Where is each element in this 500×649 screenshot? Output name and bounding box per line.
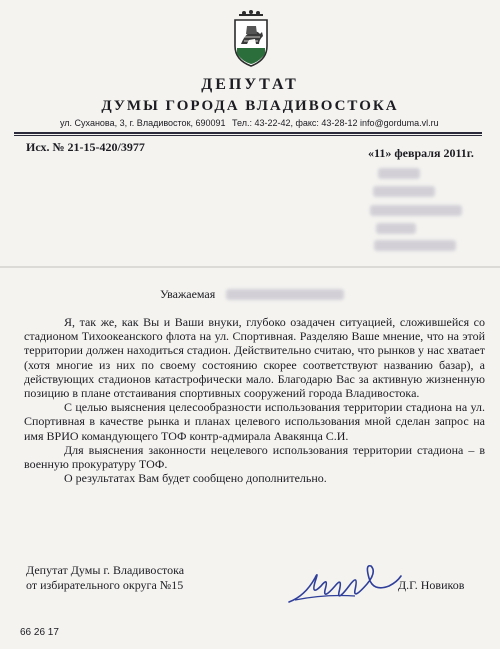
letterhead-rule-thin <box>14 135 482 136</box>
city-coat-of-arms-icon <box>229 10 273 68</box>
letterhead-rule <box>14 132 482 134</box>
redacted-recipient-name <box>226 289 344 300</box>
signatory-title: Депутат Думы г. Владивостока <box>26 563 185 577</box>
document-code: 66 26 17 <box>20 627 59 638</box>
body-paragraph: О результатах Вам будет сообщено дополнительно. <box>64 471 327 486</box>
handwritten-signature <box>285 556 405 608</box>
letterhead-contacts <box>60 118 460 128</box>
page-fold <box>0 266 500 268</box>
signatory-district: от избирательного округа №15 <box>26 578 184 592</box>
letter-body <box>24 315 485 485</box>
letter-date: «11» февраля 2011г. <box>368 146 474 160</box>
signatory-name: Д.Г. Новиков <box>398 578 465 592</box>
body-paragraph: Для выяснения законности нецелевого использования территории стадиона – в военную прокуратуру ТОФ. <box>24 442 485 472</box>
greeting-text: Уважаемая <box>160 287 216 301</box>
redacted-addressee-line <box>373 186 435 197</box>
redacted-addressee-line <box>370 205 462 216</box>
redacted-addressee-line <box>378 168 420 179</box>
redacted-addressee-line <box>374 240 456 251</box>
address-text: ул. Суханова, 3, г. Владивосток, 690091 <box>60 118 226 128</box>
letterhead-title: ДЕПУТАТ <box>201 76 299 93</box>
outgoing-number: Исх. № 21-15-420/3977 <box>26 140 145 154</box>
redacted-addressee-line <box>376 223 416 234</box>
body-paragraph: С целью выяснения целесообразности использования территории стадиона на ул. Спортивная в качестве рынка и планах целевого использования мной сделан запрос на имя ВРИО командующего ТОФ контр-адмирала Авакянца С.И. <box>24 400 485 443</box>
body-paragraph: Я, так же, как Вы и Ваши внуки, глубоко озадачен ситуацией, сложившейся со стадионом Тихоокеанского флота на ул. Спортивная. Разделяю Ваше мнение, что на этой территории должен находиться стадион. Действительно считаю, что рынков у нас хватает (хотя многие из них по своему состоянию скорее соответствуют названию базар), а действующих стадионов катастрофически мало. Благодарю Вас за активную жизненную позицию в плане отстаивания спортивных сооружений города Владивостока. <box>24 315 485 401</box>
greeting <box>160 287 215 302</box>
phone-text: Тел.: 43-22-42, факс: 43-28-12 info@gorduma.vl.ru <box>232 118 439 128</box>
letterhead-subtitle: ДУМЫ ГОРОДА ВЛАДИВОСТОКА <box>101 98 399 114</box>
